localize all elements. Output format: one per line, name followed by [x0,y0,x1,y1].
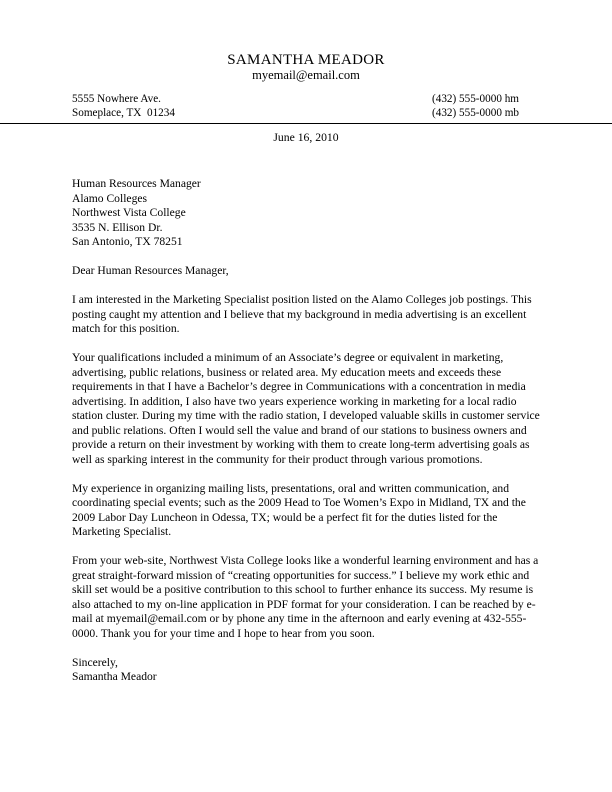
valediction: Sincerely, [72,655,118,669]
header-divider [0,123,612,124]
sender-city: Someplace, TX 01234 [72,107,175,119]
sender-address [72,92,175,120]
paragraph-qualifications: Your qualifications included a minimum of an Associate’s degree or equivalent in marketing, advertising, public relations, business or related area. My education meets and exceeds these requirements in that I have a Bachelor’s degree in Communications with a concentration in media advertising. In addition, I also have two years experience working in marketing for a local radio station cluster. During my time with the radio station, I developed valuable skills in customer service and public relations. Often I would sell the value and brand of our stations to business owners and provide a return on their investment by working with them to create long-term advertising goals as well as sparking interest in the community for their product through various promotions. [72,351,540,466]
recipient-address [72,177,542,250]
signature-name: Samantha Meador [72,670,157,683]
recipient-organization: Alamo Colleges [72,191,148,205]
sender-phones [432,92,519,120]
paragraph-intro: I am interested in the Marketing Specialist position listed on the Alamo Colleges job postings. This posting caught my attention and I believe that my background in media advertising is an excellent match for this position. [72,293,532,335]
phone-mobile: (432) 555-0000 mb [432,107,520,119]
recipient-city: San Antonio, TX 78251 [72,235,183,248]
sender-street: 5555 Nowhere Ave. [72,93,161,105]
recipient-college: Northwest Vista College [72,206,186,219]
closing-block [72,656,542,685]
recipient-street: 3535 N. Ellison Dr. [72,220,163,234]
paragraph-closing: From your web-site, Northwest Vista College looks like a wonderful learning environment and has a great straight-forward mission of “creating opportunities for success.” I believe my work ethic and skill set would be a positive contribution to this school to further enhance its success. My resume is also attached to my on-line application in PDF format for your consideration. I can be reached by e-mail at myemail@email.com or by phone any time in the afternoon and early evening at 432-555-0000. Thank you for your time and I hope to hear from you soon. [72,554,539,640]
recipient-title: Human Resources Manager [72,177,201,190]
paragraph-experience: My experience in organizing mailing lists, presentations, oral and written communication, and coordinating special events; such as the 2009 Head to Toe Women’s Expo in Midland, TX and the 2009 Labor Day Luncheon in Odessa, TX; would be a perfect fit for the duties listed for the Marketing Specialist. [72,481,526,538]
salutation: Dear Human Resources Manager, [72,264,229,277]
sender-email: myemail@email.com [252,68,360,82]
letter-body [72,177,542,685]
phone-home: (432) 555-0000 hm [432,93,520,105]
sender-name: SAMANTHA MEADOR [227,52,385,68]
letter-date: June 16, 2010 [273,131,339,144]
